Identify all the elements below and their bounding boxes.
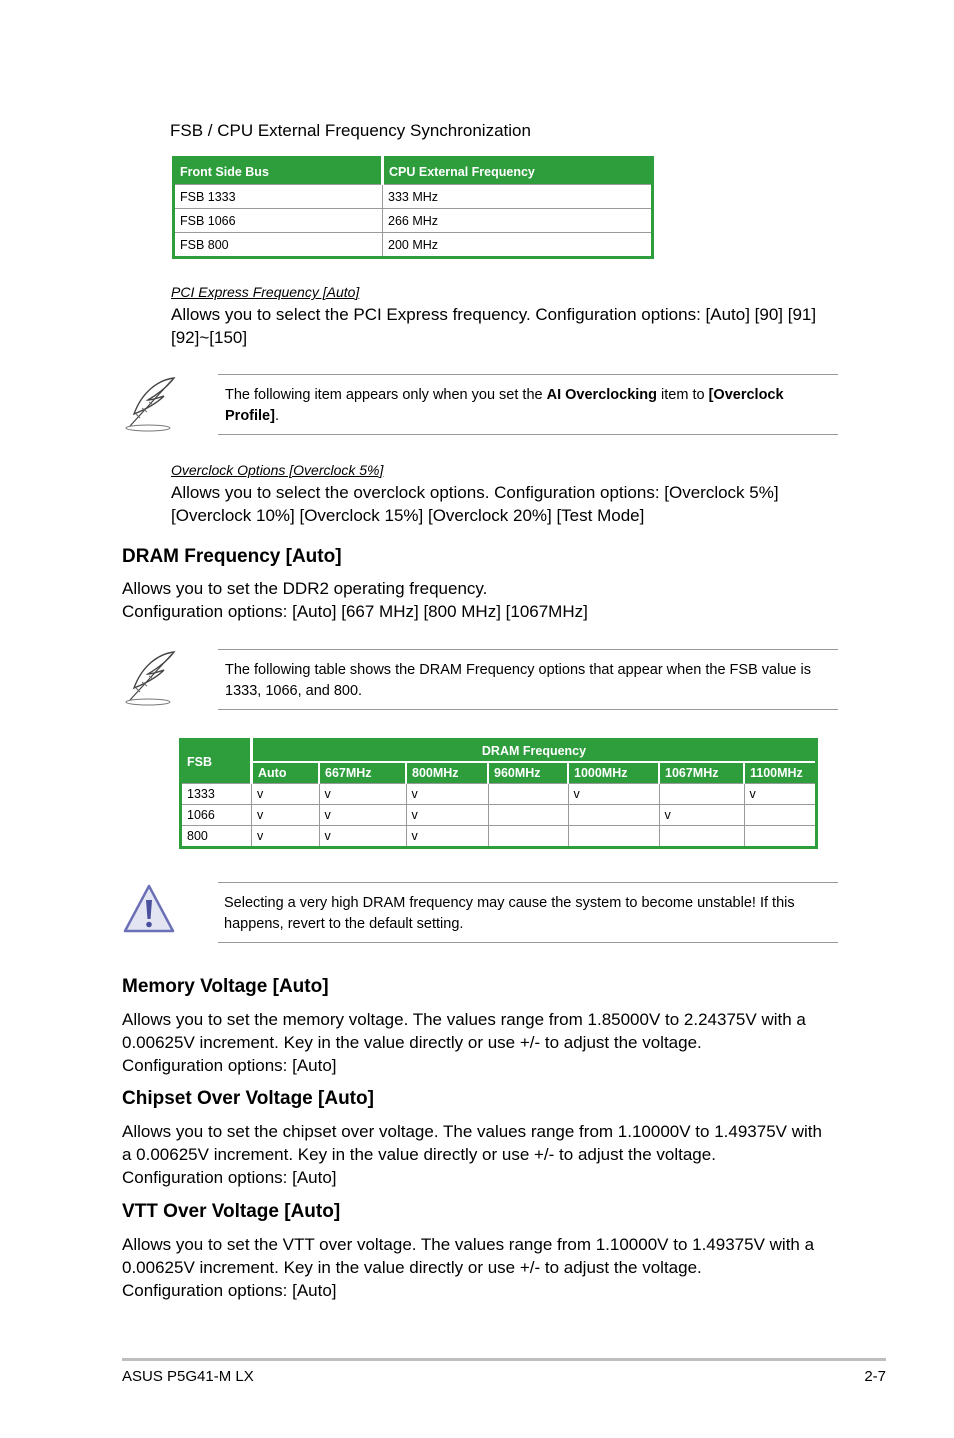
note-text-line: The following table shows the DRAM Frequency options that appear when the FSB value is bbox=[225, 662, 811, 678]
fsb-cpu-sync-table bbox=[172, 156, 654, 259]
table-header-row bbox=[174, 158, 653, 185]
overclock-desc-line1: Allows you to select the overclock options. Configuration options: [Overclock 5%] bbox=[171, 483, 779, 502]
table-cell bbox=[744, 805, 817, 826]
table-cell: v bbox=[659, 805, 744, 826]
chipset-voltage-heading: Chipset Over Voltage [Auto] bbox=[122, 1088, 374, 1109]
vtt-voltage-desc-line3: Configuration options: [Auto] bbox=[122, 1281, 337, 1300]
table-row bbox=[181, 784, 817, 805]
table-cell bbox=[488, 805, 568, 826]
chipset-voltage-desc-line2: a 0.00625V increment. Key in the value directly or use +/- to adjust the voltage. bbox=[122, 1145, 716, 1164]
note-bold-value: [Overclock bbox=[708, 387, 784, 403]
warning-text-line: happens, revert to the default setting. bbox=[224, 916, 464, 932]
table-cell: 333 MHz bbox=[383, 185, 653, 209]
column-header: Auto bbox=[252, 762, 320, 784]
footer-page-number: 2-7 bbox=[864, 1368, 886, 1385]
column-header: 960MHz bbox=[488, 762, 568, 784]
memory-voltage-heading: Memory Voltage [Auto] bbox=[122, 976, 329, 997]
table-cell: v bbox=[319, 826, 406, 848]
table-cell: 200 MHz bbox=[383, 233, 653, 258]
note-text-line: 1333, 1066, and 800. bbox=[225, 683, 363, 699]
table-cell: v bbox=[568, 784, 659, 805]
dram-frequency-heading: DRAM Frequency [Auto] bbox=[122, 546, 342, 567]
note-text: The following item appears only when you set the bbox=[225, 387, 547, 403]
overclock-desc-line2: [Overclock 10%] [Overclock 15%] [Overclock 20%] [Test Mode] bbox=[171, 506, 645, 525]
note-bold-value: Profile] bbox=[225, 408, 275, 424]
note-top-rule bbox=[218, 374, 838, 375]
table-cell: v bbox=[406, 784, 488, 805]
dram-frequency-table bbox=[179, 738, 818, 849]
table-cell bbox=[659, 826, 744, 848]
table-cell: FSB 1066 bbox=[174, 209, 383, 233]
chipset-voltage-desc-line3: Configuration options: [Auto] bbox=[122, 1168, 337, 1187]
column-header: Front Side Bus bbox=[174, 158, 383, 185]
memory-voltage-desc-line2: 0.00625V increment. Key in the value directly or use +/- to adjust the voltage. bbox=[122, 1033, 702, 1052]
column-header-fsb: FSB bbox=[181, 740, 252, 784]
table-cell bbox=[744, 826, 817, 848]
table-cell: v bbox=[744, 784, 817, 805]
footer-product-name: ASUS P5G41-M LX bbox=[122, 1368, 254, 1385]
pci-express-title: PCI Express Frequency [Auto] bbox=[171, 284, 360, 300]
table-cell: 1066 bbox=[181, 805, 252, 826]
table-cell bbox=[568, 805, 659, 826]
warning-top-rule bbox=[218, 882, 838, 883]
table-cell: v bbox=[319, 805, 406, 826]
table-row bbox=[174, 185, 653, 209]
table-cell: 1333 bbox=[181, 784, 252, 805]
note-top-rule bbox=[218, 649, 838, 650]
table-cell bbox=[659, 784, 744, 805]
feather-pen-icon bbox=[122, 648, 180, 708]
pci-express-desc-line2: [92]~[150] bbox=[171, 328, 248, 347]
table-cell: 266 MHz bbox=[383, 209, 653, 233]
table-cell: v bbox=[406, 826, 488, 848]
vtt-voltage-heading: VTT Over Voltage [Auto] bbox=[122, 1201, 341, 1222]
note-bottom-rule bbox=[218, 434, 838, 435]
column-header: 800MHz bbox=[406, 762, 488, 784]
feather-pen-icon bbox=[122, 374, 180, 434]
table-cell: v bbox=[319, 784, 406, 805]
table-header-row bbox=[181, 740, 817, 763]
note-dram-table bbox=[225, 660, 840, 702]
column-header: 1067MHz bbox=[659, 762, 744, 784]
warning-bottom-rule bbox=[218, 942, 838, 943]
overclock-options-title: Overclock Options [Overclock 5%] bbox=[171, 462, 384, 478]
warning-triangle-icon bbox=[122, 882, 176, 936]
table-cell: v bbox=[252, 826, 320, 848]
table-row bbox=[181, 826, 817, 848]
column-header: 667MHz bbox=[319, 762, 406, 784]
column-header: 1100MHz bbox=[744, 762, 817, 784]
table-cell: v bbox=[252, 805, 320, 826]
table-cell: 800 bbox=[181, 826, 252, 848]
table-row bbox=[174, 209, 653, 233]
column-header: CPU External Frequency bbox=[383, 158, 653, 185]
note-text: item to bbox=[657, 387, 709, 403]
dram-desc-line1: Allows you to set the DDR2 operating frequency. bbox=[122, 579, 488, 598]
warning-text bbox=[224, 893, 839, 935]
table-cell: v bbox=[252, 784, 320, 805]
memory-voltage-desc-line3: Configuration options: [Auto] bbox=[122, 1056, 337, 1075]
table-cell: FSB 1333 bbox=[174, 185, 383, 209]
chipset-voltage-desc-line1: Allows you to set the chipset over voltage. The values range from 1.10000V to 1.49375V with bbox=[122, 1122, 822, 1141]
memory-voltage-desc-line1: Allows you to set the memory voltage. The values range from 1.85000V to 2.24375V with a bbox=[122, 1010, 806, 1029]
vtt-voltage-desc-line1: Allows you to set the VTT over voltage. The values range from 1.10000V to 1.49375V with a bbox=[122, 1235, 815, 1254]
table-cell: v bbox=[406, 805, 488, 826]
column-group-header: DRAM Frequency bbox=[252, 740, 817, 763]
note-ai-overclocking bbox=[225, 385, 835, 427]
note-bottom-rule bbox=[218, 709, 838, 710]
table-cell bbox=[488, 784, 568, 805]
warning-text-line: Selecting a very high DRAM frequency may cause the system to become unstable! If this bbox=[224, 895, 795, 911]
table-header-row bbox=[181, 762, 817, 784]
table-row bbox=[181, 805, 817, 826]
footer-rule bbox=[122, 1358, 886, 1361]
table-cell bbox=[488, 826, 568, 848]
vtt-voltage-desc-line2: 0.00625V increment. Key in the value directly or use +/- to adjust the voltage. bbox=[122, 1258, 702, 1277]
note-bold-term: AI Overclocking bbox=[546, 387, 658, 403]
note-text: . bbox=[274, 408, 279, 424]
column-header: 1000MHz bbox=[568, 762, 659, 784]
pci-express-desc-line1: Allows you to select the PCI Express frequency. Configuration options: [Auto] [90] [91] bbox=[171, 305, 817, 324]
table-cell: FSB 800 bbox=[174, 233, 383, 258]
dram-desc-line2: Configuration options: [Auto] [667 MHz] [800 MHz] [1067MHz] bbox=[122, 602, 588, 621]
table-row bbox=[174, 233, 653, 258]
table-cell bbox=[568, 826, 659, 848]
sync-table-caption: FSB / CPU External Frequency Synchronization bbox=[170, 121, 531, 140]
